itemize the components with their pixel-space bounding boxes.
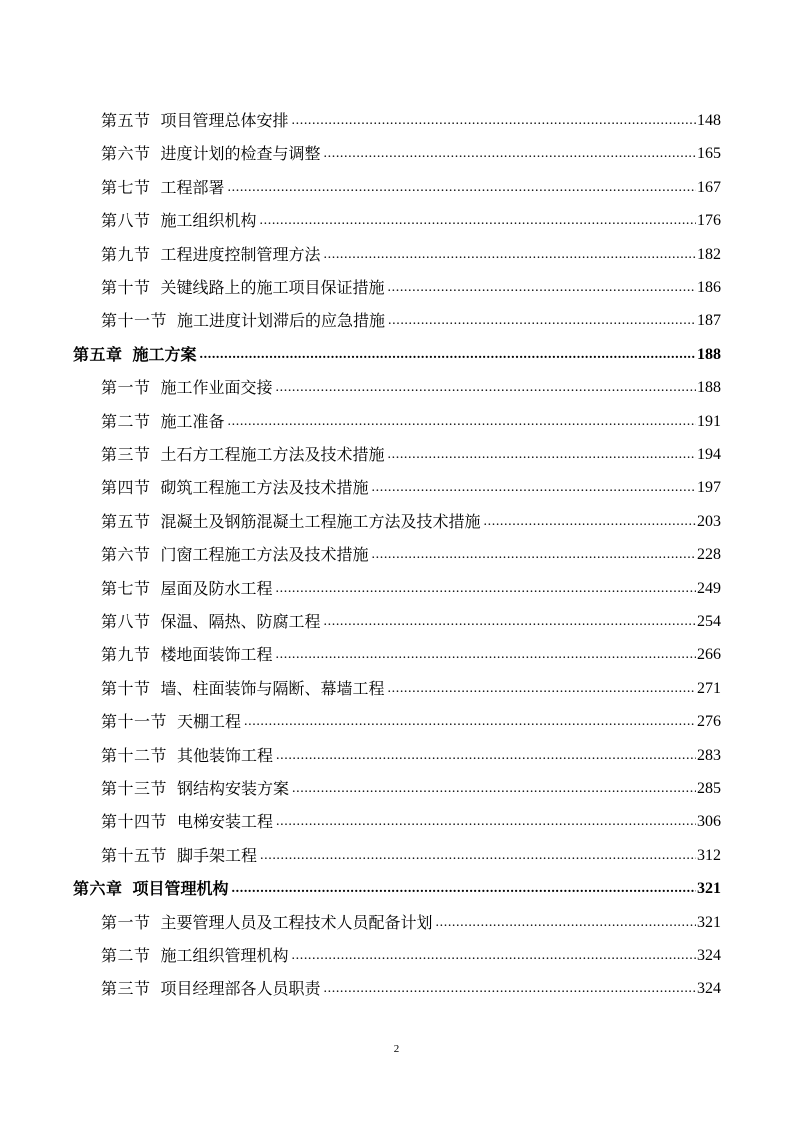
- toc-entry-page: 249: [697, 579, 721, 597]
- toc-entry-title: 保温、隔热、防腐工程: [160, 612, 321, 631]
- toc-section-entry[interactable]: [101, 969, 721, 999]
- toc-entry-label: [101, 311, 385, 331]
- toc-entry-title: 砌筑工程施工方法及技术措施: [160, 478, 369, 498]
- toc-entry-number: 第十一节: [101, 311, 168, 331]
- toc-entry-number: 第八节: [101, 612, 151, 631]
- toc-entry-title: 工程部署: [160, 177, 225, 197]
- toc-entry-label: [101, 445, 385, 465]
- toc-entry-page: 186: [697, 279, 721, 296]
- toc-dot-leader: [260, 211, 696, 231]
- toc-entry-number: 第九节: [101, 645, 151, 665]
- toc-entry-number: 第五节: [101, 111, 151, 130]
- toc-entry-title: 施工方案: [132, 344, 197, 364]
- toc-entry-number: 第十三节: [101, 779, 168, 798]
- toc-entry-label: [101, 211, 257, 231]
- toc-entry-title: 脚手架工程: [177, 845, 258, 865]
- toc-entry-label: [101, 412, 225, 432]
- toc-entry-label: [73, 879, 229, 899]
- toc-dot-leader: [324, 979, 696, 999]
- toc-entry-number: 第五节: [101, 511, 151, 531]
- toc-entry-page: 324: [697, 980, 721, 998]
- toc-entry-label: [101, 278, 385, 298]
- toc-entry-page: 194: [697, 446, 721, 463]
- toc-entry-title: 楼地面装饰工程: [160, 645, 273, 665]
- toc-dot-leader: [324, 245, 696, 265]
- toc-dot-leader: [228, 178, 696, 198]
- toc-entry-title: 施工进度计划滞后的应急措施: [177, 311, 386, 331]
- toc-entry-number: 第三节: [101, 445, 151, 464]
- toc-entry-title: 施工组织机构: [160, 211, 257, 231]
- toc-entry-number: 第六节: [101, 545, 151, 565]
- toc-entry-page: 306: [697, 813, 721, 831]
- toc-entry-label: [101, 979, 321, 999]
- toc-dot-leader: [228, 412, 696, 432]
- toc-entry-title: 项目管理总体安排: [160, 111, 289, 130]
- toc-entry-title: 屋面及防水工程: [160, 578, 273, 598]
- toc-dot-leader: [436, 913, 696, 933]
- toc-entry-title: 墙、柱面装饰与隔断、幕墙工程: [160, 678, 385, 698]
- toc-section-entry[interactable]: [101, 502, 721, 532]
- toc-dot-leader: [292, 946, 696, 966]
- toc-entry-label: [101, 178, 225, 198]
- toc-entry-page: 271: [697, 679, 721, 697]
- toc-entry-page: 188: [697, 345, 721, 363]
- toc-entry-page: 188: [697, 379, 721, 397]
- toc-section-entry[interactable]: [101, 702, 721, 732]
- toc-dot-leader: [276, 812, 696, 832]
- toc-dot-leader: [232, 879, 696, 899]
- toc-section-entry[interactable]: [101, 168, 721, 198]
- toc-entry-page: 203: [697, 512, 721, 530]
- toc-section-entry[interactable]: [101, 903, 721, 933]
- toc-entry-number: 第二节: [101, 946, 151, 965]
- toc-section-entry[interactable]: [101, 235, 721, 265]
- toc-section-entry[interactable]: [101, 569, 721, 599]
- toc-entry-label: [101, 645, 273, 665]
- toc-entry-page: 228: [697, 546, 721, 564]
- toc-section-entry[interactable]: [101, 602, 721, 632]
- toc-entry-number: 第五章: [73, 344, 123, 364]
- toc-entry-page: 148: [697, 112, 721, 129]
- toc-entry-page: 266: [697, 646, 721, 664]
- toc-section-entry[interactable]: [101, 635, 721, 665]
- toc-section-entry[interactable]: [101, 368, 721, 398]
- toc-entry-number: 第七节: [101, 177, 151, 197]
- toc-entry-label: [101, 111, 289, 131]
- toc-entry-label: [101, 144, 321, 164]
- toc-entry-page: 167: [697, 178, 721, 196]
- toc-entry-number: 第七节: [101, 578, 151, 598]
- toc-dot-leader: [388, 679, 696, 699]
- toc-entry-number: 第六节: [101, 144, 151, 164]
- toc-section-entry[interactable]: [101, 936, 721, 966]
- toc-entry-label: [101, 245, 321, 265]
- toc-dot-leader: [388, 445, 696, 465]
- toc-entry-label: [101, 478, 369, 498]
- toc-entry-title: 施工作业面交接: [160, 378, 273, 398]
- page-number: 2: [393, 1043, 400, 1055]
- toc-dot-leader: [324, 612, 696, 632]
- toc-entry-title: 项目经理部各人员职责: [160, 979, 321, 999]
- toc-entry-page: 197: [697, 479, 721, 497]
- toc-entry-title: 进度计划的检查与调整: [160, 144, 321, 164]
- toc-entry-page: 285: [697, 780, 721, 797]
- toc-entry-number: 第十一节: [101, 712, 168, 732]
- toc-entry-page: 321: [697, 913, 721, 931]
- toc-entry-title: 关键线路上的施工项目保证措施: [160, 278, 385, 297]
- toc-entry-title: 土石方工程施工方法及技术措施: [160, 445, 385, 464]
- toc-dot-leader: [244, 712, 696, 732]
- toc-entry-number: 第一节: [101, 378, 151, 398]
- toc-entry-page: 165: [697, 145, 721, 163]
- toc-entry-number: 第九节: [101, 244, 151, 264]
- toc-entry-label: [101, 679, 385, 699]
- toc-entry-title: 项目管理机构: [132, 879, 229, 899]
- toc-entry-title: 电梯安装工程: [177, 812, 274, 832]
- toc-entry-label: [101, 579, 273, 599]
- toc-entry-label: [101, 378, 273, 398]
- toc-dot-leader: [372, 478, 696, 498]
- toc-section-entry[interactable]: [101, 201, 721, 231]
- toc-dot-leader: [200, 345, 696, 365]
- toc-entry-page: 321: [697, 880, 721, 898]
- toc-entry-page: 191: [697, 412, 721, 430]
- toc-entry-page: 187: [697, 312, 721, 330]
- toc-dot-leader: [292, 111, 696, 131]
- toc-entry-title: 施工组织管理机构: [160, 946, 289, 965]
- toc-entry-label: [101, 746, 273, 766]
- toc-entry-number: 第十五节: [101, 845, 168, 865]
- toc-entry-title: 工程进度控制管理方法: [160, 244, 321, 264]
- toc-entry-label: [101, 712, 241, 732]
- toc-dot-leader: [276, 645, 696, 665]
- toc-section-entry[interactable]: [101, 101, 721, 131]
- toc-entry-page: 283: [697, 746, 721, 764]
- toc-entry-title: 天棚工程: [177, 712, 242, 732]
- toc-entry-number: 第二节: [101, 411, 151, 431]
- toc-entry-number: 第一节: [101, 912, 151, 932]
- toc-entry-title: 其他装饰工程: [177, 745, 274, 765]
- toc-section-entry[interactable]: [101, 268, 721, 298]
- toc-section-entry[interactable]: [101, 736, 721, 766]
- toc-entry-page: 182: [697, 245, 721, 263]
- toc-dot-leader: [372, 545, 696, 565]
- toc-dot-leader: [484, 512, 696, 532]
- toc-entry-title: 门窗工程施工方法及技术措施: [160, 545, 369, 565]
- toc-entry-number: 第四节: [101, 478, 151, 498]
- toc-entry-label: [101, 846, 257, 866]
- toc-entry-title: 主要管理人员及工程技术人员配备计划: [160, 912, 433, 932]
- toc-entry-page: 254: [697, 613, 721, 630]
- toc-entry-number: 第十二节: [101, 745, 168, 765]
- toc-chapter-entry[interactable]: [73, 335, 721, 365]
- toc-dot-leader: [292, 779, 696, 799]
- toc-entry-label: [101, 946, 289, 966]
- toc-entry-title: 施工准备: [160, 411, 225, 431]
- toc-dot-leader: [276, 579, 696, 599]
- toc-section-entry[interactable]: [101, 535, 721, 565]
- toc-entry-page: 324: [697, 947, 721, 964]
- toc-chapter-entry[interactable]: [73, 869, 721, 899]
- toc-section-entry[interactable]: [101, 669, 721, 699]
- toc-section-entry[interactable]: [101, 769, 721, 799]
- toc-dot-leader: [276, 378, 696, 398]
- toc-section-entry[interactable]: [101, 836, 721, 866]
- toc-entry-title: 钢结构安装方案: [177, 779, 290, 798]
- toc-section-entry[interactable]: [101, 802, 721, 832]
- toc-entry-label: [73, 345, 197, 365]
- toc-dot-leader: [388, 278, 696, 298]
- toc-entry-title: 混凝土及钢筋混凝土工程施工方法及技术措施: [160, 511, 481, 531]
- toc-section-entry[interactable]: [101, 301, 721, 331]
- toc-entry-number: 第十节: [101, 678, 151, 698]
- toc-dot-leader: [276, 746, 696, 766]
- toc-entry-page: 312: [697, 846, 721, 864]
- toc-entry-number: 第十四节: [101, 812, 168, 832]
- toc-dot-leader: [388, 311, 696, 331]
- toc-entry-label: [101, 812, 273, 832]
- toc-section-entry[interactable]: [101, 402, 721, 432]
- toc-dot-leader: [260, 846, 696, 866]
- toc-entry-number: 第八节: [101, 211, 151, 231]
- toc-entry-label: [101, 779, 289, 799]
- toc-entry-label: [101, 545, 369, 565]
- toc-entry-page: 276: [697, 713, 721, 731]
- toc-entry-label: [101, 913, 433, 933]
- toc-entry-label: [101, 512, 481, 532]
- toc-section-entry[interactable]: [101, 468, 721, 498]
- toc-entry-number: 第十节: [101, 278, 151, 297]
- toc-entry-number: 第三节: [101, 979, 151, 999]
- toc-dot-leader: [324, 144, 696, 164]
- toc-section-entry[interactable]: [101, 435, 721, 465]
- toc-section-entry[interactable]: [101, 134, 721, 164]
- toc-entry-label: [101, 612, 321, 632]
- toc-entry-page: 176: [697, 212, 721, 230]
- toc-entry-number: 第六章: [73, 879, 123, 899]
